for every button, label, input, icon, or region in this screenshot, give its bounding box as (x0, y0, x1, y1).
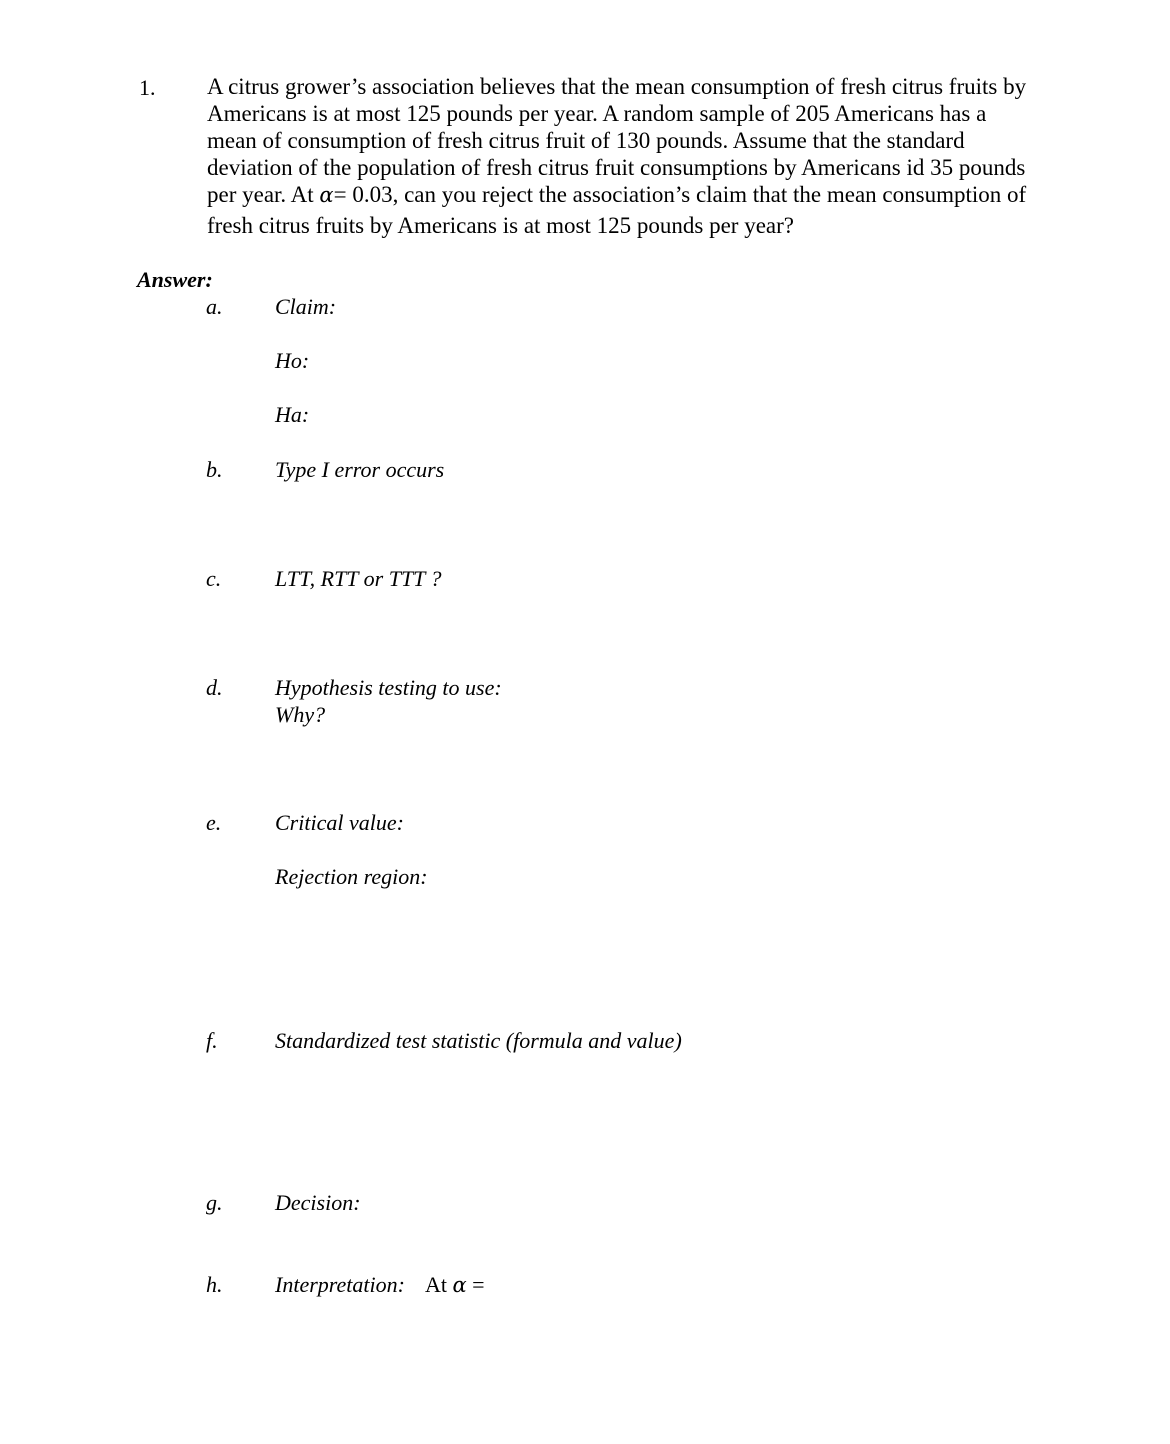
part-c-label: c. (206, 566, 222, 591)
null-hypothesis-prompt: Ho: (275, 348, 310, 373)
question-line: A citrus grower’s association believes that the mean consumption of fresh citrus fruits by (207, 74, 1027, 99)
question-text: per year. At (207, 182, 320, 207)
decision-prompt: Decision: (275, 1190, 361, 1215)
part-h-label: h. (206, 1272, 223, 1297)
interpretation-prompt (275, 1272, 485, 1298)
interpretation-label: Interpretation: (275, 1272, 405, 1297)
question-line: deviation of the population of fresh citrus fruit consumptions by Americans id 35 pounds (207, 155, 1026, 180)
question-line-alpha (207, 181, 1026, 209)
question-line: fresh citrus fruits by Americans is at most 125 pounds per year? (207, 213, 795, 238)
alpha-value: = 0.03 (333, 182, 393, 207)
critical-value-prompt: Critical value: (275, 810, 404, 835)
claim-prompt: Claim: (275, 294, 337, 319)
part-e-label: e. (206, 810, 222, 835)
alternative-hypothesis-prompt: Ha: (275, 402, 310, 427)
interpretation-at: At (424, 1272, 447, 1297)
part-a-label: a. (206, 294, 223, 319)
type-one-error-prompt: Type I error occurs (275, 457, 445, 482)
question-line: Americans is at most 125 pounds per year. A random sample of 205 Americans has a (207, 101, 987, 126)
question-line: mean of consumption of fresh citrus fruit of 130 pounds. Assume that the standard (207, 128, 965, 153)
why-prompt: Why? (275, 702, 326, 727)
rejection-region-prompt: Rejection region: (275, 864, 428, 889)
alpha-symbol: α (452, 1273, 467, 1297)
part-f-label: f. (206, 1028, 218, 1053)
question-number: 1. (139, 75, 156, 100)
part-g-label: g. (206, 1190, 223, 1215)
test-statistic-prompt: Standardized test statistic (formula and value) (275, 1028, 682, 1053)
equals-sign: = (472, 1272, 485, 1297)
tail-type-prompt: LTT, RTT or TTT ? (275, 566, 442, 591)
test-choice-prompt: Hypothesis testing to use: (275, 675, 502, 700)
part-d-label: d. (206, 675, 223, 700)
part-b-label: b. (206, 457, 223, 482)
answer-heading: Answer: (137, 267, 213, 292)
alpha-symbol: α (319, 183, 334, 207)
question-text: , can you reject the association’s claim that the mean consumption of (392, 182, 1027, 207)
